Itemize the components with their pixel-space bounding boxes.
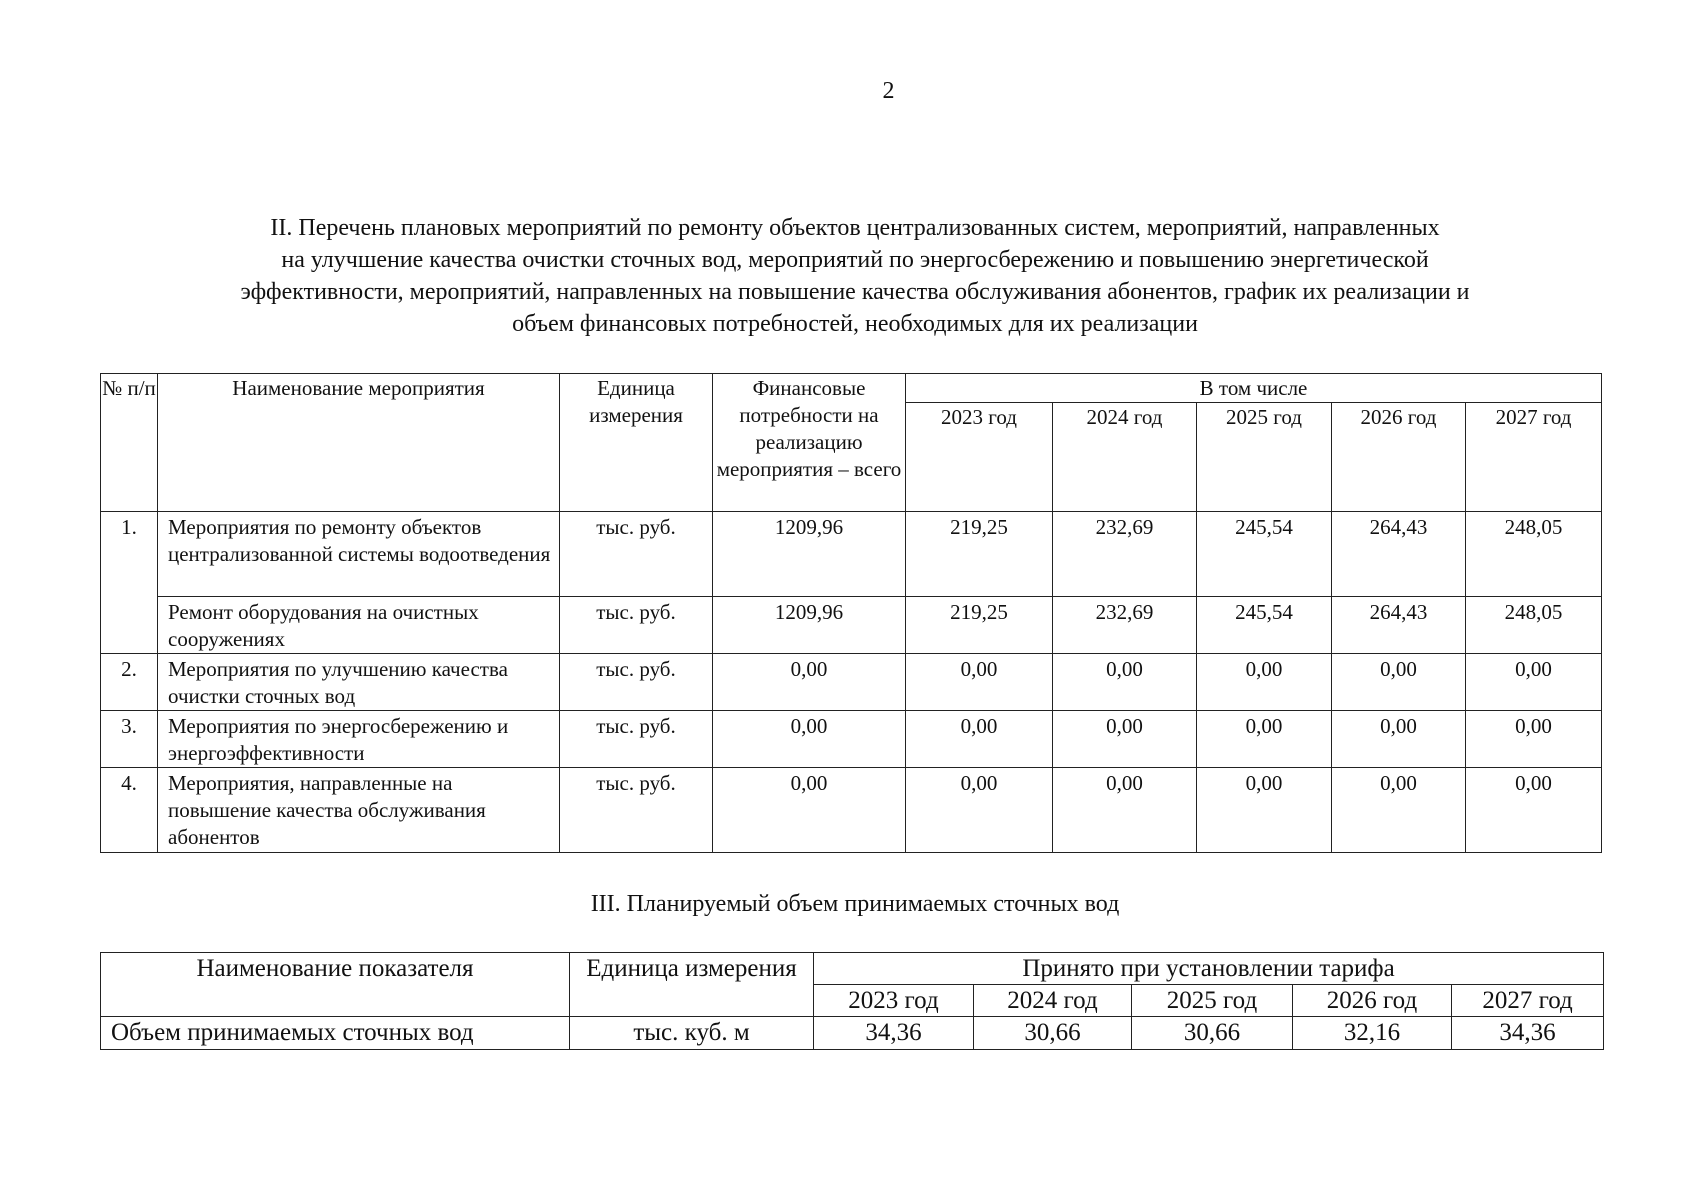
header-total: Финансовые потребности на реализацию мероприятия – всего: [713, 374, 906, 512]
year-value: 264,43: [1332, 597, 1466, 654]
section-3-title: III. Планируемый объем принимаемых сточных вод: [590, 891, 1120, 917]
year-value: 0,00: [1466, 711, 1602, 768]
year-value: 0,00: [1332, 711, 1466, 768]
year-value: 219,25: [906, 597, 1053, 654]
activity-name: Мероприятия по ремонту объектов централизованной системы водоотведения: [158, 512, 560, 597]
year-value: 0,00: [906, 711, 1053, 768]
year-value: 0,00: [1197, 654, 1332, 711]
year-value: 0,00: [1053, 711, 1197, 768]
table-row: [101, 512, 1602, 597]
header-including: В том числе: [906, 374, 1602, 403]
indicator-name: Объем принимаемых сточных вод: [101, 1017, 570, 1050]
total-cell: 0,00: [713, 654, 906, 711]
header-unit: Единица измерения: [560, 374, 713, 512]
wastewater-volume-table: [100, 952, 1604, 1050]
activity-name: Ремонт оборудования на очистных сооружениях: [158, 597, 560, 654]
row-number: 2.: [101, 654, 158, 711]
unit-cell: тыс. куб. м: [570, 1017, 814, 1050]
total-cell: 0,00: [713, 768, 906, 853]
header-year: 2027 год: [1466, 403, 1602, 512]
page-number: 2: [882, 78, 895, 104]
year-value: 0,00: [906, 654, 1053, 711]
header-year: 2027 год: [1452, 985, 1604, 1017]
year-value: 0,00: [1466, 654, 1602, 711]
table-row: [101, 654, 1602, 711]
unit-cell: тыс. руб.: [560, 597, 713, 654]
header-year: 2025 год: [1132, 985, 1293, 1017]
section-2-title-line: объем финансовых потребностей, необходимых для их реализации: [512, 311, 1198, 337]
section-2-title-line: на улучшение качества очистки сточных вод, мероприятий по энергосбережению и повышению энергетической: [281, 247, 1429, 273]
header-year: 2023 год: [906, 403, 1053, 512]
year-value: 248,05: [1466, 597, 1602, 654]
year-value: 232,69: [1053, 512, 1197, 597]
year-value: 248,05: [1466, 512, 1602, 597]
table-row: [101, 1017, 1604, 1050]
header-unit: Единица измерения: [570, 953, 814, 1017]
header-indicator-name: Наименование показателя: [101, 953, 570, 1017]
year-value: 32,16: [1293, 1017, 1452, 1050]
year-value: 0,00: [1466, 768, 1602, 853]
year-value: 219,25: [906, 512, 1053, 597]
activity-name: Мероприятия, направленные на повышение качества обслуживания абонентов: [158, 768, 560, 853]
row-number: 4.: [101, 768, 158, 853]
section-2-title-line: эффективности, мероприятий, направленных на повышение качества обслуживания абонентов, график их реализации и: [240, 279, 1470, 305]
activity-name: Мероприятия по улучшению качества очистки сточных вод: [158, 654, 560, 711]
year-value: 0,00: [1332, 654, 1466, 711]
total-cell: 1209,96: [713, 512, 906, 597]
total-cell: 1209,96: [713, 597, 906, 654]
activity-name: Мероприятия по энергосбережению и энергоэффективности: [158, 711, 560, 768]
year-value: 0,00: [1053, 654, 1197, 711]
activities-table: [100, 373, 1602, 853]
year-value: 34,36: [814, 1017, 974, 1050]
header-year: 2026 год: [1332, 403, 1466, 512]
year-value: 30,66: [1132, 1017, 1293, 1050]
row-number: 3.: [101, 711, 158, 768]
year-value: 0,00: [906, 768, 1053, 853]
table-row: [101, 768, 1602, 853]
header-year: 2024 год: [974, 985, 1132, 1017]
header-year: 2024 год: [1053, 403, 1197, 512]
year-value: 0,00: [1053, 768, 1197, 853]
year-value: 245,54: [1197, 512, 1332, 597]
table-row: [101, 711, 1602, 768]
year-value: 30,66: [974, 1017, 1132, 1050]
header-accepted: Принято при установлении тарифа: [814, 953, 1604, 985]
section-2-title: [100, 212, 1610, 340]
table-row: [101, 597, 1602, 654]
unit-cell: тыс. руб.: [560, 711, 713, 768]
section-2-title-line: II. Перечень плановых мероприятий по ремонту объектов централизованных систем, мероприятий, направленных: [270, 215, 1440, 241]
year-value: 0,00: [1197, 768, 1332, 853]
year-value: 264,43: [1332, 512, 1466, 597]
year-value: 232,69: [1053, 597, 1197, 654]
header-activity-name: Наименование мероприятия: [158, 374, 560, 512]
total-cell: 0,00: [713, 711, 906, 768]
unit-cell: тыс. руб.: [560, 768, 713, 853]
header-year: 2026 год: [1293, 985, 1452, 1017]
year-value: 0,00: [1332, 768, 1466, 853]
year-value: 34,36: [1452, 1017, 1604, 1050]
row-number: 1.: [101, 512, 158, 654]
header-year: 2025 год: [1197, 403, 1332, 512]
year-value: 245,54: [1197, 597, 1332, 654]
unit-cell: тыс. руб.: [560, 654, 713, 711]
header-num: № п/п: [101, 374, 158, 512]
header-year: 2023 год: [814, 985, 974, 1017]
unit-cell: тыс. руб.: [560, 512, 713, 597]
year-value: 0,00: [1197, 711, 1332, 768]
